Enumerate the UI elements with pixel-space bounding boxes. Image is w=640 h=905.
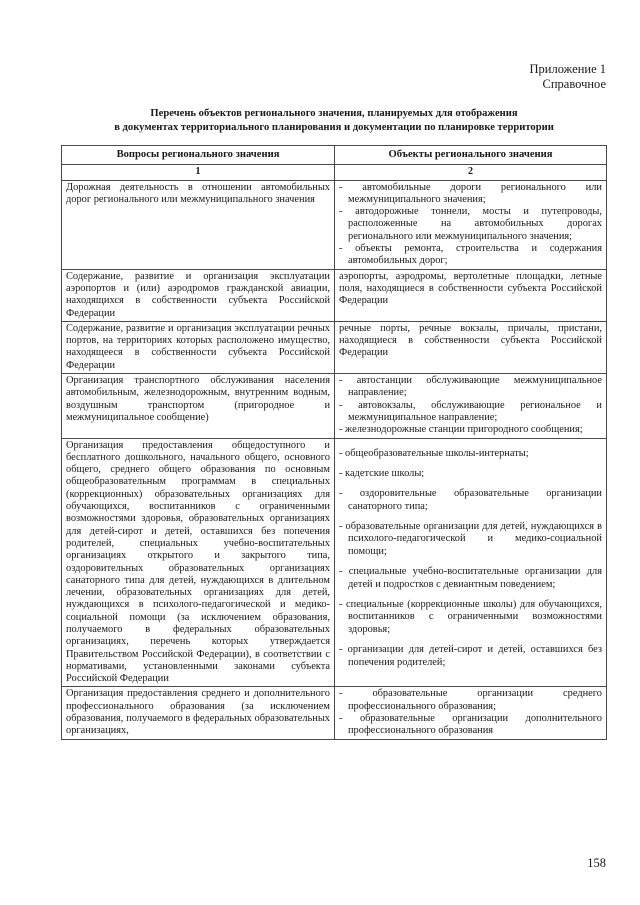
table-row bbox=[62, 438, 607, 687]
appendix-line-2: Справочное bbox=[542, 77, 606, 91]
table-row bbox=[62, 180, 607, 269]
list-item: - автомобильные дороги регионального или межмуниципального значения; bbox=[339, 181, 602, 205]
list-item: - оздоровительные образовательные организации санаторного типа; bbox=[339, 488, 602, 512]
column-number-2: 2 bbox=[335, 165, 607, 180]
list-item: - объекты ремонта, строительства и содержания автомобильных дорог; bbox=[339, 243, 602, 267]
title-line-1: Перечень объектов регионального значения, планируемых для отображения bbox=[150, 108, 518, 119]
list-item: - организации для детей-сирот и детей, оставшихся без попечения родителей; bbox=[339, 643, 602, 668]
list-item: - общеобразовательные школы-интернаты; bbox=[339, 448, 529, 460]
table-header-row bbox=[62, 146, 607, 165]
list-item: - образовательные организации для детей, нуждающихся в психолого-педагогической и медико-социальной помощи; bbox=[339, 520, 602, 558]
question-cell: Дорожная деятельность в отношении автомобильных дорог регионального или межмуниципального значения bbox=[62, 180, 335, 269]
question-cell: Организация предоставления среднего и дополнительного профессионального образования (за исключением образования, получаемого в федеральных образовательных организациях, bbox=[62, 687, 335, 739]
list-item: - образовательные организации дополнительного профессионального образования bbox=[339, 713, 602, 737]
list-item: - автовокзалы, обслуживающие региональное и межмуниципальное направление; bbox=[339, 399, 602, 423]
list-item: - специальные учебно-воспитательные организации для детей и подростков с девиантным поведением; bbox=[339, 566, 602, 590]
objects-cell bbox=[335, 374, 607, 438]
objects-cell: речные порты, речные вокзалы, причалы, пристани, находящиеся в собственности субъекта Российской Федерации bbox=[335, 321, 607, 373]
list-item: - образовательные организации среднего профессионального образования; bbox=[339, 688, 602, 712]
title-line-2: в документах территориального планирования и документации по планировке территории bbox=[114, 121, 554, 133]
list-item: - железнодорожные станции пригородного сообщения; bbox=[339, 424, 583, 436]
question-cell: Организация транспортного обслуживания населения автомобильным, железнодорожным, внутренним водным, воздушным транспортом (пригородное и межмуниципальное сообщение) bbox=[62, 374, 335, 438]
objects-cell bbox=[335, 438, 607, 687]
column-header-questions: Вопросы регионального значения bbox=[62, 146, 335, 165]
appendix-line-1: Приложение 1 bbox=[529, 62, 606, 76]
objects-cell bbox=[335, 687, 607, 739]
list-item: - автодорожные тоннели, мосты и путепроводы, расположенные на автомобильных дорогах регионального или межмуниципального значения; bbox=[339, 206, 602, 242]
objects-cell: аэропорты, аэродромы, вертолетные площадки, летные поля, находящиеся в собственности субъекта Российской Федерации bbox=[335, 269, 607, 321]
question-cell: Содержание, развитие и организация эксплуатации аэропортов и (или) аэродромов гражданской авиации, находящихся в собственности субъекта Российской Федерации bbox=[62, 269, 335, 321]
table-number-row bbox=[62, 165, 607, 180]
question-cell: Организация предоставления общедоступного и бесплатного дошкольного, начального общего, основного общего, среднего общего образования по основным общеобразовательным программам в специальных (коррекционных) образовательных организациях для обучающихся, воспитанников с ограниченными возможностями здоровья, образовательных организациях для детей-сирот и детей, оставшихся без попечения родителей, специальных учебно-воспитательных организациях открытого и закрытого типа, оздоровительных образовательных организациях санаторного типа для детей, нуждающихся в длительном лечении, образовательных организациях для детей, нуждающихся в психолого-педагогической и медико-социальной помощи (за исключением образования, получаемого в федеральных образовательных организациях, перечень которых утверждается Правительством Российской Федерации), в соответствии с нормативами, установленными законами субъекта Российской Федерации bbox=[62, 438, 335, 687]
column-number-1: 1 bbox=[62, 165, 335, 180]
table-row bbox=[62, 269, 607, 321]
appendix-label bbox=[530, 62, 606, 92]
document-title bbox=[60, 107, 608, 134]
table-row bbox=[62, 374, 607, 438]
objects-cell bbox=[335, 180, 607, 269]
list-item: - автостанции обслуживающие межмуниципальное направление; bbox=[339, 375, 602, 399]
objects-table bbox=[61, 145, 607, 740]
page-number: 158 bbox=[587, 856, 606, 870]
list-item: - кадетские школы; bbox=[339, 468, 425, 480]
table-row bbox=[62, 321, 607, 373]
column-header-objects: Объекты регионального значения bbox=[335, 146, 607, 165]
question-cell: Содержание, развитие и организация эксплуатации речных портов, на территориях которых расположено имущество, находящееся в собственности субъекта Российской Федерации bbox=[62, 321, 335, 373]
list-item: - специальные (коррекционные школы) для обучающихся, воспитанников с ограниченными возможностями здоровья; bbox=[339, 598, 602, 636]
table-row bbox=[62, 687, 607, 739]
